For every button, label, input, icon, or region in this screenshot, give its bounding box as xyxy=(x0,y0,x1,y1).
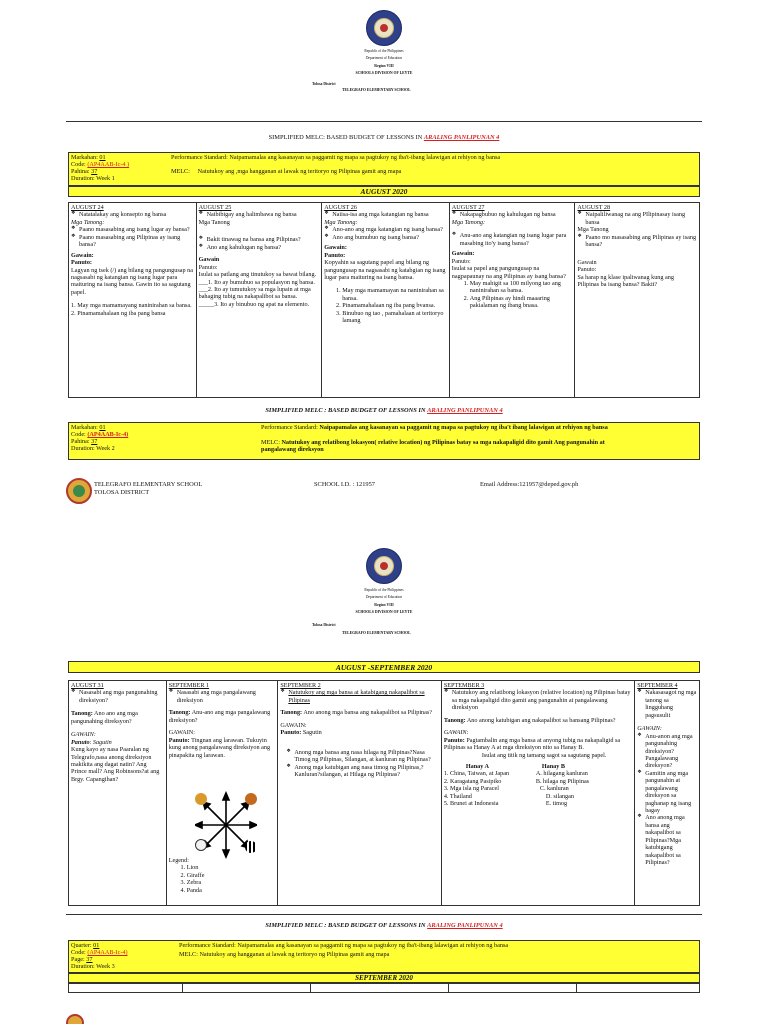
division-text-2: SCHOOLS DIVISION OF LEYTE xyxy=(355,609,413,614)
day-august-28: AUGUST 28 ❖ Naipaliliwanag na ang PIlipinasay isang bansa Mga Tanong ❖ Paano mo masasabing ang Pilipinas ay isang bansa? Gawain Panuto: Sa harap ng klase ipaliwanag kung ang Pilipinas ba isang bansa? Bakit? xyxy=(575,203,699,397)
school-logo xyxy=(66,478,92,504)
footer-email: Email Address:121957@deped.gov.ph xyxy=(480,481,579,488)
section2-info-box: Markahan: 01 Code: (AP4AAB-Ic-4) Pahina: 37 Duration: Week 2 Performance Standard: Naipapamalas ang kasanayan sa paggamit ng mapa sa pagtukoy ng iba't ibang lalawigan at rehiyon ng bansa MELC: Natutukoy ang relatibong lokasyon( relative location) ng Pilipinas batay sa mga nakapaligid dito gamit Ang pangunahin at pangalawang direksyon xyxy=(68,422,700,460)
section4-info-box: Quarter: 01 Code: (AP4AAB-Ic-4) Page: 37 Duration: Week 3 Performance Standard: Naipamamalas ang kasanayan sa paggamit ng mapa sa pagtukoy ng iba't-ibang lalawigan at rehiyon ng bansa MELC: Natutukoy ang hangganan at lawak ng teritoryo ng Pilipinas gamit ang mapa xyxy=(68,940,700,973)
month-bar-aug-sep: AUGUST -SEPTEMBER 2020 xyxy=(68,661,700,673)
region-text-2: Region VIII xyxy=(374,602,394,607)
panda-icon xyxy=(195,839,207,851)
lion-icon xyxy=(245,793,257,805)
footer-school-name: TELEGRAFO ELEMENTARY SCHOOL xyxy=(94,481,203,488)
deped-seal-logo xyxy=(366,10,402,46)
deped-seal-logo-2 xyxy=(366,548,402,584)
school-header-text-2: TELEGRAFO ELEMENTARY SCHOOL xyxy=(342,631,411,635)
zebra-icon xyxy=(245,841,257,853)
section4-title: SIMPLIFIED MELC : BASED BUDGET OF LESSONS IN ARALING PANLIPUNAN 4 xyxy=(265,922,503,929)
day-august-31: AUGUST 31 ❖ Nasasabi ang mga pangunahing direksiyon? Tanong: Ano ano ang mga pangunahing direksyon? GAWAIN: Panuto: Sagutin Kung kayo ay nasa Paaralan ng Telegrafo,nasa anong direksiyon makikita ang dagat natin? Ang Prince mall? Ang Robinsons?at ang Brgy. Capangihan? xyxy=(69,681,167,905)
day-september-1: SEPTEMBER 1 ❖ Nasasabi ang mga pangalawang direksiyon Tanong: Anu-ano ang mga pangalawang direksiyon? GAWAIN: Panuto: Tingnan ang larawan. Tukuyin kung anong pangalawang direksiyon ang pinapakita ng larawan. Legend: 1. Lion 2. Giraffe 3. Zebra 4. Panda xyxy=(167,681,279,905)
subject-name: ARALING PANLIPUNAN 4 xyxy=(423,134,500,141)
section1-title: SIMPLIFIED MELC: BASED BUDGET OF LESSONS IN ARALING PANLIPUNAN 4 xyxy=(268,134,500,141)
school-logo-2 xyxy=(66,1014,84,1024)
section3-divider xyxy=(66,914,702,915)
section2-title: SIMPLIFIED MELC : BASED BUDGET OF LESSONS IN ARALING PANLIPUNAN 4 xyxy=(265,407,503,414)
matching-table: Hanay A 1. China, Taiwan, at Japan 2. Karagatang Pasipiko 3. Mga isla ng Paracel 4. Thailand 5. Brunei at Indonesia Hanay B A. hilagang kanluran B. hilaga ng Pilipinas C. kanluran D. silangan E. timog xyxy=(443,762,590,808)
section1-info-box: Markahan: 01 Code: (AP4AAB-Ic-4 ) Pahina: 37 Duration: Week 1 Performance Standard: Naipamamalas ang kasanayan sa paggamit ng mapa sa pagtukoy ng iba't-ibang lalawigan at rehiyon ng bansa MELC: Natutukoy ang ,mga hangganan at lawak ng teritoryo ng Pilipinas gamit ang mapa xyxy=(68,152,700,186)
day-august-27: AUGUST 27 ❖ Nakapagbubuo ng kahulugan ng bansa Mga Tanong: ❖ Anu-ano ang katangian ng isang lugar para masabing ito'y isang bansa? Gawain: Panuto: Isulat sa papel ang pangungusap na nagpapaunay na ang Pilipinas ay isang bansa? 1. May mahigit sa 100 milyong tao ang naninirahan sa bansa. 2. Ang Pilipinas ay hindi maaaring pakialaman ng ibang bnasa. xyxy=(450,203,576,397)
header-divider xyxy=(66,121,702,122)
month-bar-august: AUGUST 2020 xyxy=(68,186,700,197)
region-text: Region VIII xyxy=(374,63,394,68)
republic-text: Republic of the Philippines xyxy=(364,49,404,53)
subject-name-2: ARALING PANLIPUNAN 4 xyxy=(427,407,503,414)
week3-table-header xyxy=(68,983,700,993)
week1-table xyxy=(68,202,700,398)
day-august-24: AUGUST 24 ❖ Natatalakay ang konsepto ng bansa Mga Tanong: ❖ Paano masasabing ang isang lugar ay bansa? ❖ Paano masasabing ang Pilipinas ay isang bansa? Gawain: Panuto: Lagyan ng tsek (/) ang bilang ng pangungusap na nagsasabi ng katangian ng isang lugar para maituring na isang bansa. Gawin ito sa sagutang papel. 1. May mga mamamayang naninirahan sa bansa. 2. Pinamamahalaan ng iba pang bansa xyxy=(69,203,197,397)
department-text-2: Department of Education xyxy=(365,595,403,600)
school-header-text: TELEGRAFO ELEMENTARY SCHOOL xyxy=(342,88,411,92)
footer-district: TOLOSA DISTRICT xyxy=(94,489,150,496)
day-august-25: AUGUST 25 ❖ Naibibigay ang halimbawa ng bansa Mga Tanong ❖ Bakit tinawag na bansa ang Pilipinas? ❖ Ano ang kahulugan ng bansa? Gawain Panuto: Isulat sa patlang ang tinutukoy sa bawat bilang. ___1. Ito ay bumubuo sa populasyon ng bansa. ___2. Ito ay tumutukoy sa mga lupain at mga bahaging tubig na nakapalibot sa bansa. _____3. Ito ay binubuo ng apat na elemento. xyxy=(197,203,323,397)
republic-text-2: Republic of the Philippines xyxy=(364,588,404,592)
legend-box: Legend: 1. Lion 2. Giraffe 3. Zebra 4. Panda xyxy=(169,857,205,894)
department-text: Department of Education xyxy=(365,56,403,61)
day-september-2: SEPTEMBER 2 ❖ Natutukoy ang mga bansa at katabigang nakapalibot sa Pilipinas Tanong: Ano anong mga bansa ang nakapalibot sa Pilipinas? GAWAIN: Panuto: Sagutin ❖ Anong mga bansa ang nasa hilaga ng Pilipinas?Nasa Timog ng Pilipinas, Silangan, at kanluran ng Pilipinas? ❖ Anong mga katubigan ang nasa timog ng Pilipinas,? Kanluran?silangan, at Hilaga ng Pilipinas? xyxy=(278,681,441,905)
giraffe-icon xyxy=(195,793,207,805)
district-text: Tolosa District xyxy=(312,82,336,86)
footer-school-id: SCHOOL I.D. : 121957 xyxy=(314,481,376,488)
district-text-2: Tolosa District xyxy=(312,623,336,627)
week2-table xyxy=(68,680,700,906)
day-august-26: AUGUST 26 ❖ Naiisa-isa ang mga katangian ng bansa Mga Tanong: ❖ Ano-ano ang mga katangian ng isang bansa? ❖ Ano ang bumubuo ng isang bansa? Gawain: Panuto: Kopyahin sa sagutang papel ang bilang ng pangungusap na nagsasabi ng katabgian ng isang lugar para maituring na isang bansa. 1. May mga mamamayan na naninirahan sa bansa. 2. Pinamamahalaan ng iba pang bvansa. 3. Binubuo ng tao , pamahalaan at teritoryo lamang xyxy=(322,203,450,397)
day-september-4: SEPTEMBER 4 ❖ Nakasasagot ng mga tanong sa lingguhang pagsusulit GAWAIN: ❖ Anu-anon ang mga pangunahing direksiyon? Pangalawang direksyon? ❖ Gamitin ang mga pangunahin at pangalawang direksyon sa paghanap ng isang bagay ❖ Ano anong mga bansa ang nakapalibot sa Pilipinas?Mga katubigang nakapalibot sa Pilipinas? xyxy=(635,681,699,905)
month-bar-september: SEPTEMBER 2020 xyxy=(68,973,700,983)
subject-name-3: ARALING PANLIPUNAN 4 xyxy=(427,922,503,929)
division-text: SCHOOLS DIVISION OF LEYTE xyxy=(355,70,413,75)
day-september-3: SEPTEMBER 3 ❖ Natutukoy ang relatibong lokasyon (relative location) ng Pilipinas batay sa mga nakapaligid dito gamit ang pangunahin at pangalawang direksiyon Tanong: Ano anong katubigan ang nakapalibot sa bansang Pilipinas? GAWAIN: Panuto: Pagtambalin ang mga bansa at anyong tubig na nakapaligid sa Pilipinas sa Hanay A at mga direksiyon nito sa Hanay B. Isulat ang titik ng tamang sagot sa sagutang papel. Hanay A 1. China, Taiwan, at Japan 2. Karagatang Pasipiko 3. Mga isla ng Paracel 4. Thailand 5. Brunei at Indonesia Hanay B A. hilagang kanluran B. hilaga ng Pilipinas C. kanluran D. silangan E. timog xyxy=(442,681,635,905)
